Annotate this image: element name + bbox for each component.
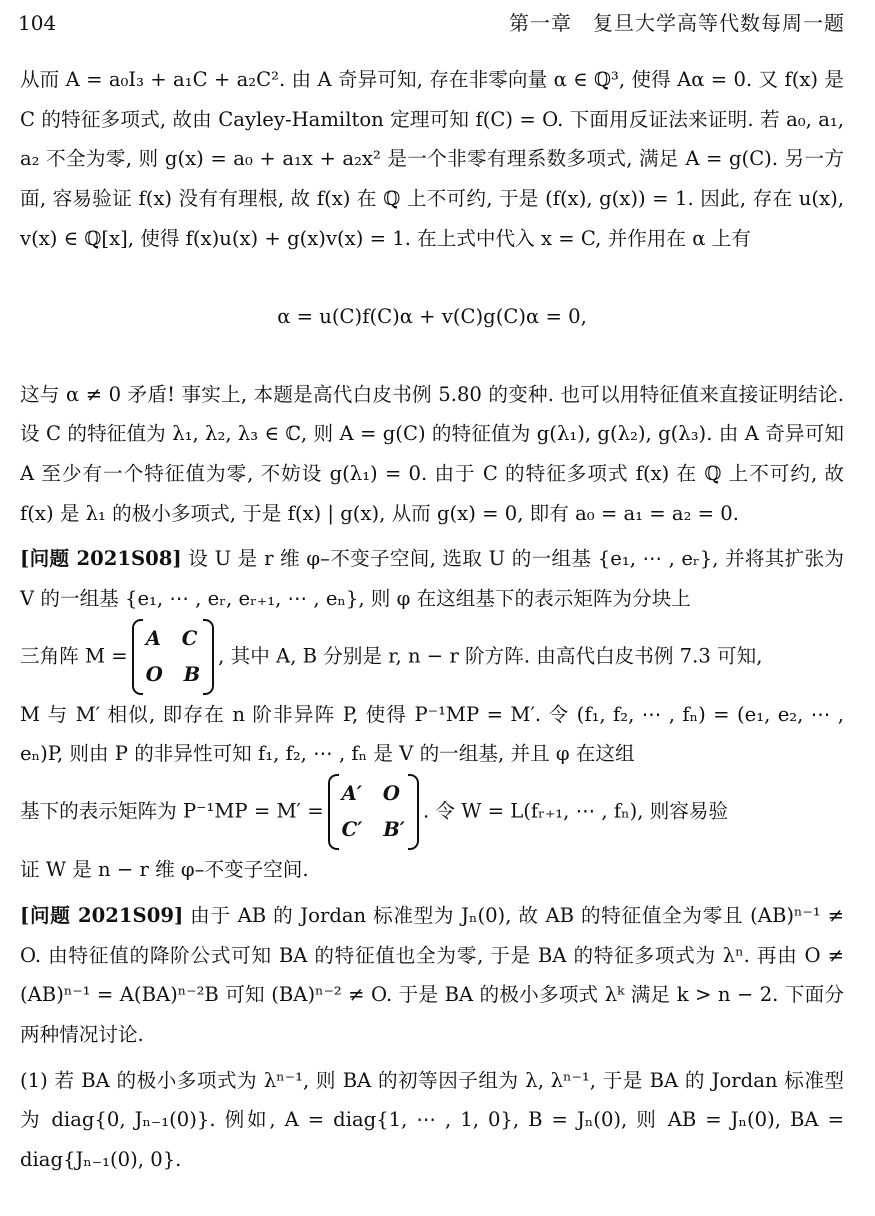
problem-s08-text-a bbox=[20, 539, 844, 618]
display-equation: α = u(C)f(C)α + v(C)g(C)α = 0, bbox=[277, 304, 587, 328]
problem-2021s08 bbox=[20, 539, 844, 890]
block-matrix-m bbox=[132, 619, 214, 695]
page-body bbox=[20, 60, 844, 1180]
problem-s08-text-d bbox=[20, 774, 844, 850]
matrix-mprime-row-1: A′ O bbox=[341, 782, 400, 806]
problem-s09-label: [问题 2021S09] bbox=[20, 903, 184, 927]
problem-s08-text-a-body: 设 U 是 r 维 φ–不变子空间, 选取 U 的一组基 {e₁, ⋯ , eᵣ}, 并将其扩张为 V 的一组基 {e₁, ⋯ , eᵣ, eᵣ₊₁, ⋯ , eₙ}, 则 φ 在这组基下的表示矩阵为分块上 bbox=[20, 547, 844, 611]
proof-paragraph-2: 这与 α ≠ 0 矛盾! 事实上, 本题是高代白皮书例 5.80 的变种. 也可以用特征值来直接证明结论. 设 C 的特征值为 λ₁, λ₂, λ₃ ∈ ℂ, 则 A = g(C) 的特征值为 g(λ₁), g(λ₂), g(λ₃). 由 A 奇异可知 A 至少有一个特征值为零, 不妨设 g(λ₁) = 0. 由于 C 的特征多项式 f(x) 在 ℚ 上不可约, 故 f(x) 是 λ₁ 的极小多项式, 于是 f(x) | g(x), 从而 g(x) = 0, 即有 a₀ = a₁ = a₂ = 0. bbox=[20, 382, 844, 525]
problem-s09-body: 由于 AB 的 Jordan 标准型为 Jₙ(0), 故 AB 的特征值全为零且 (AB)ⁿ⁻¹ ≠ O. 由特征值的降阶公式可知 BA 的特征值也全为零, 于是 BA 的特征多项式为 λⁿ. 再由 O ≠ (AB)ⁿ⁻¹ = A(BA)ⁿ⁻²B 可知 (BA)ⁿ⁻² ≠ O. 于是 BA 的极小多项式 λᵏ 满足 k > n − 2. 下面分两种情况讨论. bbox=[20, 903, 844, 1046]
problem-s08-label: [问题 2021S08] bbox=[20, 547, 182, 571]
problem-s08-text-d-suffix: . 令 W = L(fᵣ₊₁, ⋯ , fₙ), 则容易验 bbox=[422, 799, 729, 823]
problem-s08-text-e: 证 W 是 n − r 维 φ–不变子空间. bbox=[20, 858, 309, 882]
page-number: 104 bbox=[18, 11, 57, 35]
proof-paragraph-1: 从而 A = a₀I₃ + a₁C + a₂C². 由 A 奇异可知, 存在非零向量 α ∈ ℚ³, 使得 Aα = 0. 又 f(x) 是 C 的特征多项式, 故由 Cayley-Hamilton 定理可知 f(C) = O. 下面用反证法来证明. 若 a₀, a₁, a₂ 不全为零, 则 g(x) = a₀ + a₁x + a₂x² 是一个非零有理系数多项式, 满足 A = g(C). 另一方面, 容易验证 f(x) 没有有理根, 故 f(x) 在 ℚ 上不可约, 于是 (f(x), g(x)) = 1. 因此, 存在 u(x), v(x) ∈ ℚ[x], 使得 f(x)u(x) + g(x)v(x) = 1. 在上式中代入 x = C, 并作用在 α 上有 bbox=[20, 68, 844, 250]
problem-s09-text bbox=[20, 896, 844, 1055]
problem-2021s09 bbox=[20, 896, 844, 1180]
running-title: 第一章 复旦大学高等代数每周一题 bbox=[509, 11, 845, 35]
problem-s08-text-d-prefix: 基下的表示矩阵为 P⁻¹MP = M′ = bbox=[20, 799, 324, 823]
page-header bbox=[18, 8, 845, 38]
problem-s09-case-1: (1) 若 BA 的极小多项式为 λⁿ⁻¹, 则 BA 的初等因子组为 λ, λⁿ⁻¹, 于是 BA 的 Jordan 标准型为 diag{0, Jₙ₋₁(0)}. 例如, A = diag{1, ⋯ , 1, 0}, B = Jₙ(0), 则 AB = Jₙ(0), BA = diag{Jₙ₋₁(0), 0}. bbox=[20, 1068, 844, 1172]
problem-s08-text-b-prefix: 三角阵 M = bbox=[20, 644, 128, 668]
matrix-mprime-row-2: C′ B′ bbox=[341, 818, 405, 842]
block-matrix-m-prime bbox=[328, 774, 419, 850]
problem-s08-text-b bbox=[20, 619, 844, 695]
matrix-m-row-1: A C bbox=[145, 626, 198, 650]
problem-s08-text-b-suffix: , 其中 A, B 分别是 r, n − r 阶方阵. 由高代白皮书例 7.3 可知, bbox=[218, 644, 763, 668]
problem-s08-text-c: M 与 M′ 相似, 即存在 n 阶非异阵 P, 使得 P⁻¹MP = M′. 令 (f₁, f₂, ⋯ , fₙ) = (e₁, e₂, ⋯ , eₙ)P, 则由 P 的非异性可知 f₁, f₂, ⋯ , fₙ 是 V 的一组基, 并且 φ 在这组 bbox=[20, 702, 844, 766]
matrix-m-row-2: O B bbox=[145, 662, 201, 686]
